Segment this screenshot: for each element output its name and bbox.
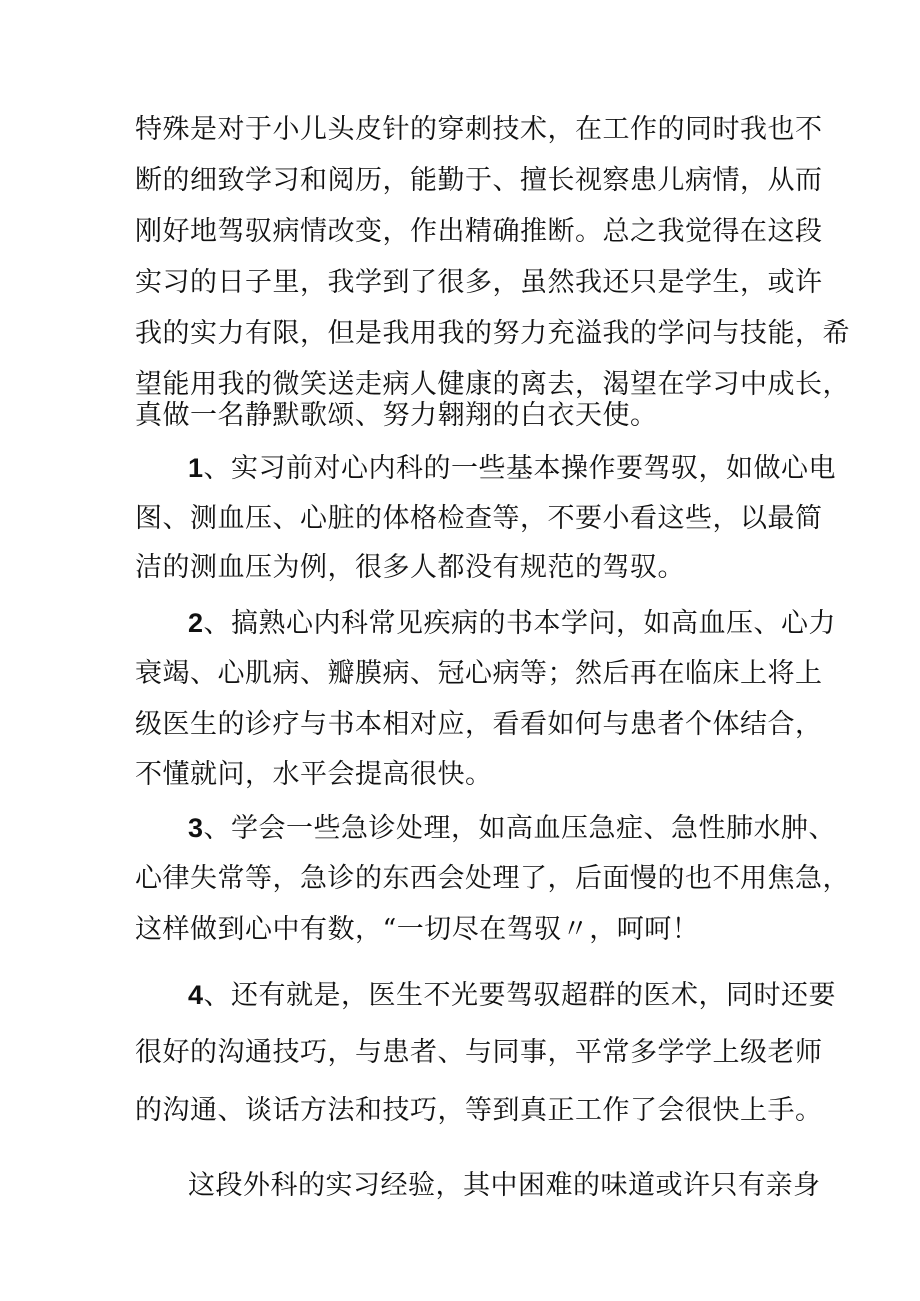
text-line: 我的实力有限，但是我用我的努力充溢我的学问与技能，希 [135,318,850,349]
list-number: 3 [188,813,204,843]
text-line: 洁的测血压为例，很多人都没有规范的驾驭。 [135,552,685,583]
text-line [188,448,836,488]
text-line: 特殊是对于小儿头皮针的穿刺技术，在工作的同时我也不 [135,114,823,145]
text-line [188,808,836,848]
text-line: 很好的沟通技巧，与患者、与同事，平常多学学上级老师 [135,1037,823,1068]
text-line: 真做一名静默歌颂、努力翱翔的白衣天使。 [135,400,658,431]
text-line: 心律失常等，急诊的东西会处理了，后面慢的也不用焦急， [135,863,850,894]
list-number: 4 [188,980,204,1010]
text-segment: 、学会一些急诊处理，如高血压急症、急性肺水肿、 [203,813,837,844]
text-line: 衰竭、心肌病、瓣膜病、冠心病等；然后再在临床上将上 [135,658,823,689]
text-line: 实习的日子里，我学到了很多，虽然我还只是学生，或许 [135,267,823,298]
text-segment: 、搞熟心内科常见疾病的书本学问，如高血压、心力 [203,608,837,639]
text-line: 望能用我的微笑送走病人健康的离去，渴望在学习中成长， [135,369,850,400]
text-line: 这段外科的实习经验，其中困难的味道或许只有亲身 [188,1170,821,1201]
text-segment: 、实习前对心内科的一些基本操作要驾驭，如做心电 [203,453,837,484]
text-line: 断的细致学习和阅历，能勤于、擅长视察患儿病情，从而 [135,165,823,196]
list-number: 1 [188,453,204,483]
text-line: 的沟通、谈话方法和技巧，等到真正工作了会很快上手。 [135,1095,823,1126]
text-line: 图、测血压、心脏的体格检查等，不要小看这些，以最简 [135,503,823,534]
text-line: 刚好地驾驭病情改变，作出精确推断。总之我觉得在这段 [135,216,823,247]
text-line: 不懂就问，水平会提高很快。 [135,759,493,790]
text-segment: 、还有就是，医生不光要驾驭超群的医术，同时还要 [203,980,837,1011]
text-line [188,975,836,1015]
list-number: 2 [188,608,204,638]
text-line: 这样做到心中有数，“一切尽在驾驭〃，呵呵！ [135,914,700,945]
text-line [188,603,836,643]
text-line: 级医生的诊疗与书本相对应，看看如何与患者个体结合， [135,709,823,740]
